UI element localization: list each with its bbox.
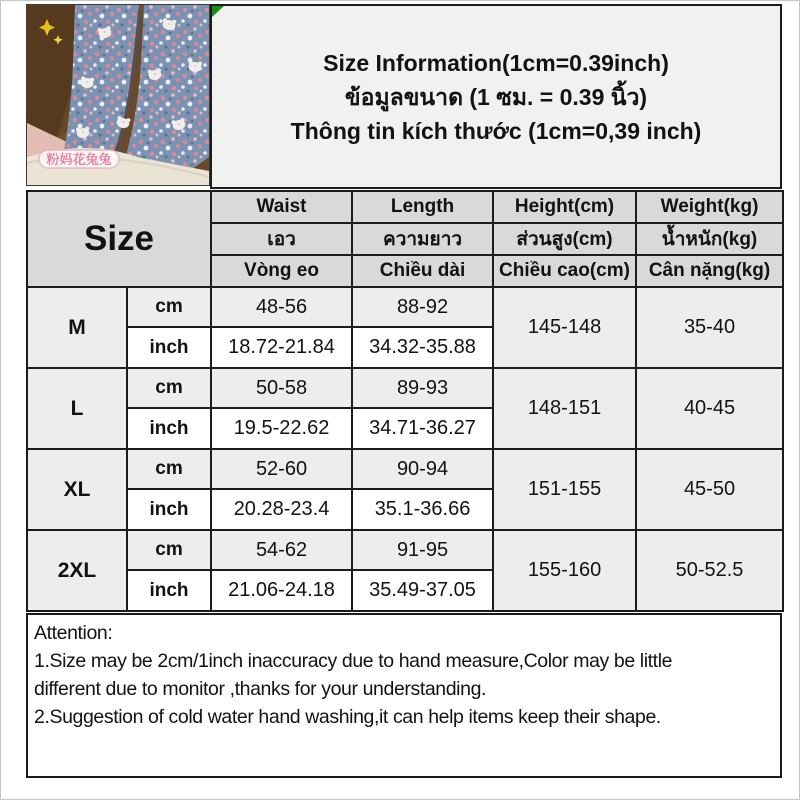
title-thai: ข้อมูลขนาด (1 ซม. = 0.39 นิ้ว) xyxy=(344,83,648,110)
2xl-waist-cm: 54-62 xyxy=(211,530,352,570)
attention-line-1: 1.Size may be 2cm/1inch inaccuracy due to hand measure,Color may be little xyxy=(34,650,673,672)
table-row xyxy=(27,530,783,570)
unit-inch-label: inch xyxy=(127,489,211,530)
l-length-cm: 89-93 xyxy=(352,368,493,408)
size-chart-content xyxy=(26,4,782,778)
table-row xyxy=(27,449,783,489)
unit-inch-label: inch xyxy=(127,408,211,449)
length-header-en: Length xyxy=(352,191,493,223)
xl-length-cm: 90-94 xyxy=(352,449,493,489)
m-waist-inch: 18.72-21.84 xyxy=(211,327,352,368)
table-row xyxy=(27,287,783,327)
xl-waist-cm: 52-60 xyxy=(211,449,352,489)
xl-length-inch: 35.1-36.66 xyxy=(352,489,493,530)
xl-height: 151-155 xyxy=(493,449,636,530)
unit-cm-label: cm xyxy=(127,368,211,408)
l-weight: 40-45 xyxy=(636,368,783,449)
m-length-inch: 34.32-35.88 xyxy=(352,327,493,368)
length-header-th: ความยาว xyxy=(352,223,493,255)
unit-inch-label: inch xyxy=(127,327,211,368)
waist-header-th: เอว xyxy=(211,223,352,255)
weight-header-vi: Cân nặng(kg) xyxy=(636,255,783,287)
svg-text:粉妈花兔兔: 粉妈花兔兔 xyxy=(46,152,112,167)
size-table xyxy=(26,190,784,612)
waist-header-vi: Vòng eo xyxy=(211,255,352,287)
height-header-vi: Chiều cao(cm) xyxy=(493,255,636,287)
attention-heading: Attention: xyxy=(34,622,113,644)
length-header-vi: Chiều dài xyxy=(352,255,493,287)
xl-waist-inch: 20.28-23.4 xyxy=(211,489,352,530)
m-length-cm: 88-92 xyxy=(352,287,493,327)
table-row xyxy=(27,368,783,408)
size-xl-label: XL xyxy=(27,449,127,530)
product-photo xyxy=(26,4,210,186)
unit-cm-label: cm xyxy=(127,530,211,570)
height-header-en: Height(cm) xyxy=(493,191,636,223)
l-length-inch: 34.71-36.27 xyxy=(352,408,493,449)
unit-cm-label: cm xyxy=(127,287,211,327)
title-english: Size Information(1cm=0.39inch) xyxy=(323,49,669,76)
2xl-length-inch: 35.49-37.05 xyxy=(352,570,493,611)
size-m-label: M xyxy=(27,287,127,368)
size-info-title-cell xyxy=(210,4,782,189)
2xl-waist-inch: 21.06-24.18 xyxy=(211,570,352,611)
title-vietnamese: Thông tin kích thước (1cm=0,39 inch) xyxy=(290,117,702,144)
attention-note xyxy=(26,613,782,778)
m-height: 145-148 xyxy=(493,287,636,368)
pajama-pants-photo-illustration xyxy=(27,5,209,185)
size-2xl-label: 2XL xyxy=(27,530,127,611)
2xl-height: 155-160 xyxy=(493,530,636,611)
xl-weight: 45-50 xyxy=(636,449,783,530)
spreadsheet-corner-marker-icon xyxy=(212,6,224,17)
l-waist-cm: 50-58 xyxy=(211,368,352,408)
attention-line-2: different due to monitor ,thanks for your understanding. xyxy=(34,678,487,700)
m-weight: 35-40 xyxy=(636,287,783,368)
2xl-weight: 50-52.5 xyxy=(636,530,783,611)
unit-inch-label: inch xyxy=(127,570,211,611)
m-waist-cm: 48-56 xyxy=(211,287,352,327)
attention-line-3: 2.Suggestion of cold water hand washing,it can help items keep their shape. xyxy=(34,706,661,728)
top-row xyxy=(26,4,782,189)
l-waist-inch: 19.5-22.62 xyxy=(211,408,352,449)
weight-header-en: Weight(kg) xyxy=(636,191,783,223)
unit-cm-label: cm xyxy=(127,449,211,489)
waist-header-en: Waist xyxy=(211,191,352,223)
2xl-length-cm: 91-95 xyxy=(352,530,493,570)
size-l-label: L xyxy=(27,368,127,449)
watermark xyxy=(39,150,119,168)
weight-header-th: น้ำหนัก(kg) xyxy=(636,223,783,255)
l-height: 148-151 xyxy=(493,368,636,449)
size-column-header: Size xyxy=(27,191,211,287)
height-header-th: ส่วนสูง(cm) xyxy=(493,223,636,255)
